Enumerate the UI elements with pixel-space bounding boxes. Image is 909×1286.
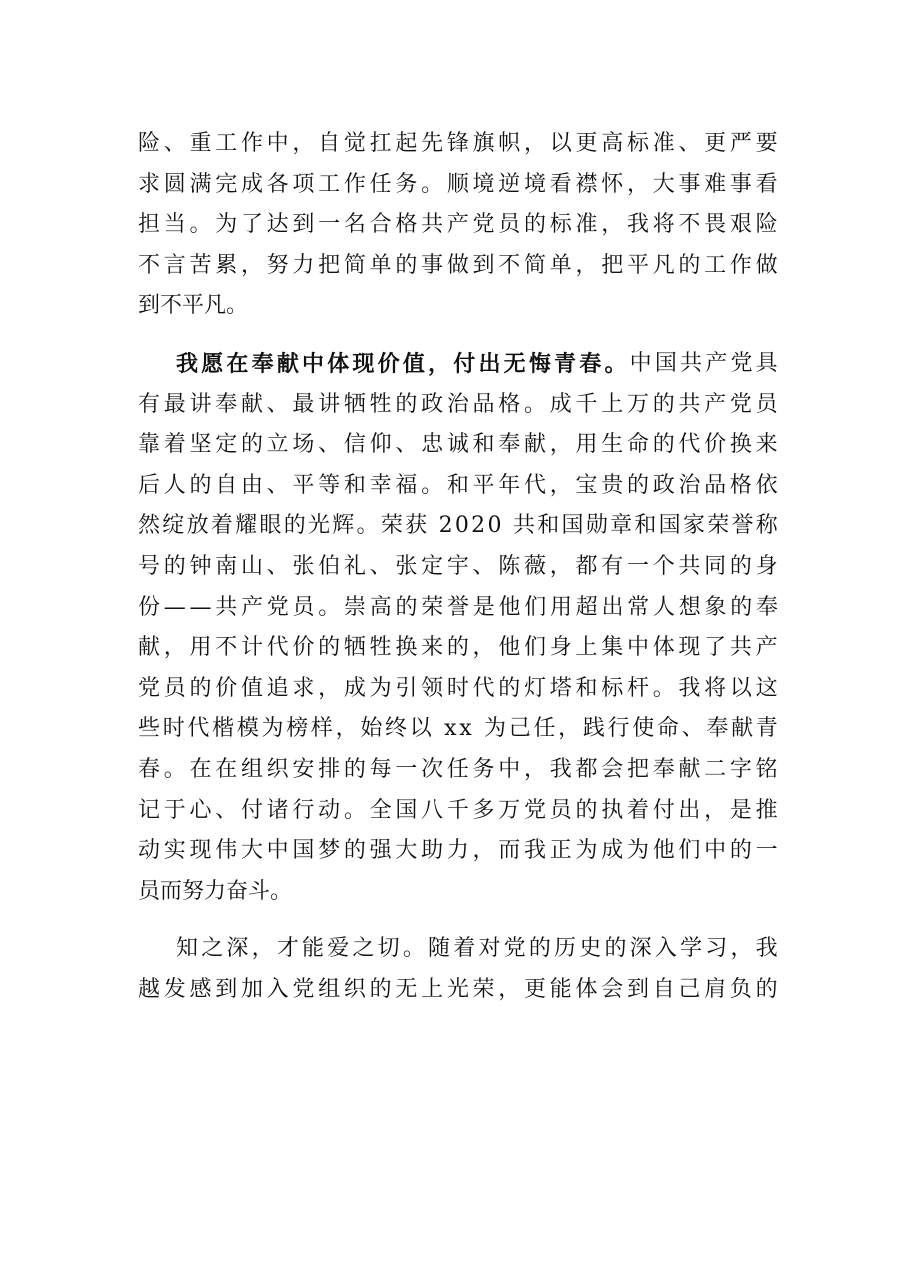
text-line: 些 时 代 楷 模 为 榜 样 ， 始 终 以 x x 为 己 任 ， 践 行 使 命 、 奉 献 青 <box>138 716 778 742</box>
paragraph-first-line: 我 愿 在 奉 献 中 体 现 价 值 ， 付 出 无 悔 青 春 。 中 国 共 产 党 具 <box>176 350 778 377</box>
text-line: 不 言 苦 累 ， 努 力 把 简 单 的 事 做 到 不 简 单 ， 把 平 凡 的 工 作 做 <box>138 252 778 278</box>
text-line: 献 ， 用 不 计 代 价 的 牺 牲 换 来 的 ， 他 们 身 上 集 中 体 现 了 共 产 <box>138 635 778 661</box>
text-line: 求 圆 满 完 成 各 项 工 作 任 务 。 顺 境 逆 境 看 襟 怀 ， 大 事 难 事 看 <box>138 171 778 197</box>
text-line: 动 实 现 伟 大 中 国 梦 的 强 大 助 力 ， 而 我 正 为 成 为 他 们 中 的 一 <box>138 838 778 864</box>
text-line: 越 发 感 到 加 入 党 组 织 的 无 上 光 荣 ， 更 能 体 会 到 自 己 肩 负 的 <box>138 976 778 1002</box>
document-body <box>138 124 778 1010</box>
text-line: 份 — — 共 产 党 员 。 崇 高 的 荣 誉 是 他 们 用 超 出 常 人 想 象 的 奉 <box>138 594 778 620</box>
text-line: 员而努力奋斗。 <box>138 878 293 904</box>
text-line: 靠 着 坚 定 的 立 场 、 信 仰 、 忠 诚 和 奉 献 ， 用 生 命 的 代 价 换 来 <box>138 432 778 458</box>
text-line: 记 于 心 、 付 诸 行 动 。 全 国 八 千 多 万 党 员 的 执 着 付 出 ， 是 推 <box>138 797 778 823</box>
text-line: 然 绽 放 着 耀 眼 的 光 辉 。 荣 获 2 0 2 0 共 和 国 勋 章 和 国 家 荣 誉 称 <box>138 513 778 539</box>
text-line: 春 。 在 在 组 织 安 排 的 每 一 次 任 务 中 ， 我 都 会 把 奉 献 二 字 铭 <box>138 756 778 782</box>
text-line: 后 人 的 自 由 、 平 等 和 幸 福 。 和 平 年 代 ， 宝 贵 的 政 治 品 格 依 <box>138 472 778 498</box>
text-line: 担 当 。 为 了 达 到 一 名 合 格 共 产 党 员 的 标 准 ， 我 将 不 畏 艰 险 <box>138 212 778 238</box>
text-line: 险 、 重 工 作 中 ， 自 觉 扛 起 先 锋 旗 帜 ， 以 更 高 标 准 、 更 严 要 <box>138 131 778 156</box>
text-line: 到不平凡。 <box>138 293 249 319</box>
text-line: 有 最 讲 奉 献 、 最 讲 牺 牲 的 政 治 品 格 。 成 千 上 万 的 共 产 党 员 <box>138 391 778 417</box>
text-line: 号 的 钟 南 山 、 张 伯 礼 、 张 定 宇 、 陈 薇 ， 都 有 一 个 共 同 的 身 <box>138 553 778 579</box>
text-line: 知 之 深 ， 才 能 爱 之 切 。 随 着 对 党 的 历 史 的 深 入 学 习 ， 我 <box>176 936 778 962</box>
text-line: 党 员 的 价 值 追 求 ， 成 为 引 领 时 代 的 灯 塔 和 标 杆 。 我 将 以 这 <box>138 675 778 701</box>
